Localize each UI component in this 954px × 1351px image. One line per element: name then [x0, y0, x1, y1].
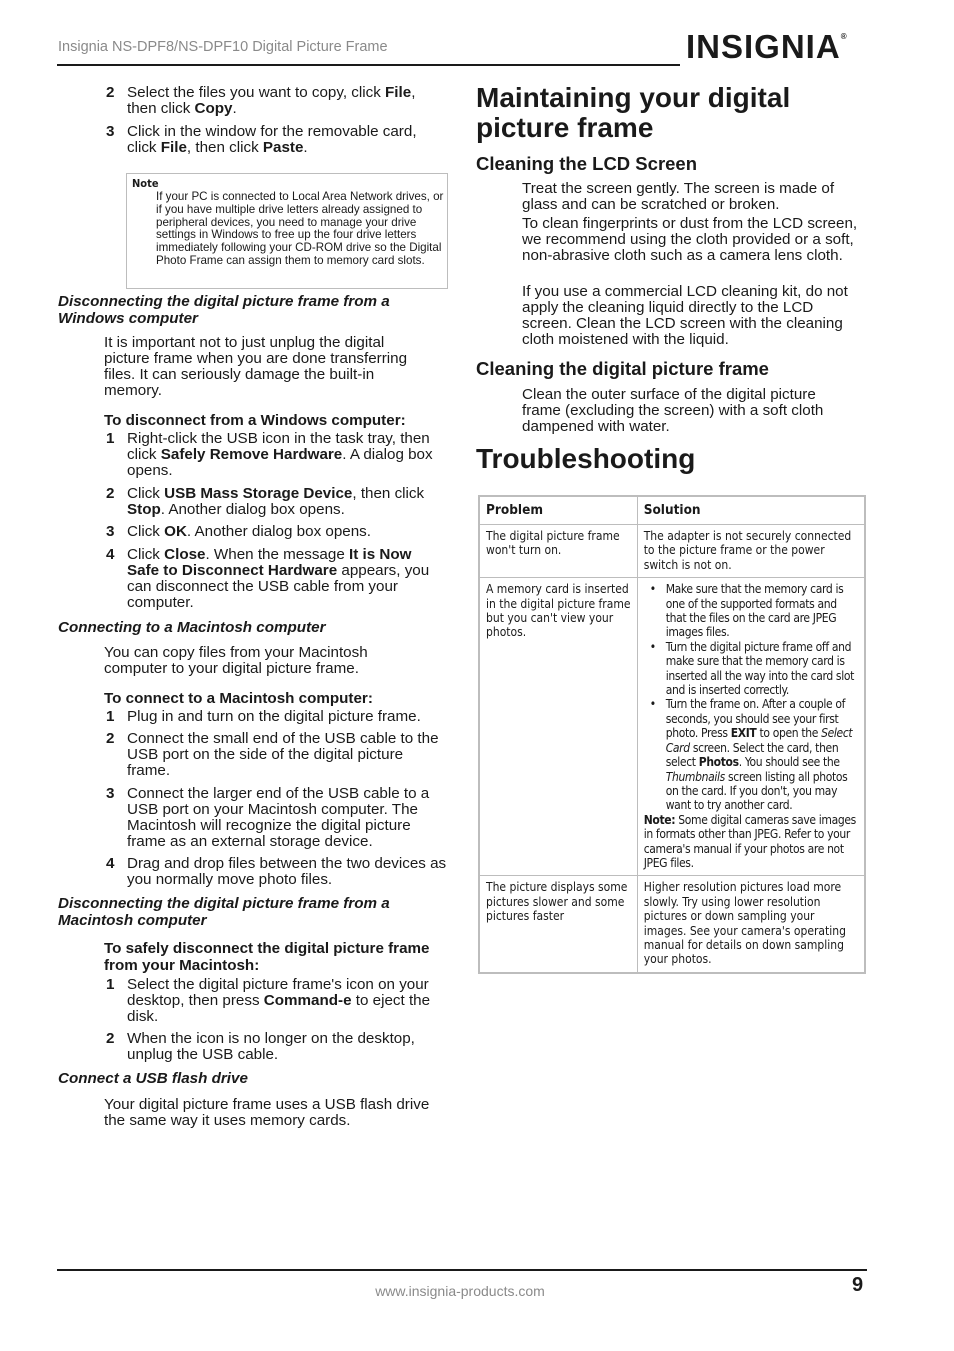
step-drag-drop: Drag and drop files between the two devices as you normally move photo files.: [127, 855, 447, 888]
step-number: 4: [106, 855, 115, 872]
troubleshooting-table: [478, 495, 866, 974]
problem-cell: The picture displays some pictures slower and some pictures faster: [479, 876, 637, 973]
step-right-click-usb: Right-click the USB icon in the task tray, then click Safely Remove Hardware. A dialog box opens.: [127, 430, 433, 479]
column-header-solution: Solution: [637, 496, 865, 525]
step-click-ok: Click OK. Another dialog box opens.: [127, 523, 371, 540]
step-number: 1: [106, 976, 115, 993]
list-item: • Make sure that the memory card is one of the supported formats and that the files on the card are JPEG images files.: [666, 582, 858, 640]
lcd-paragraph-2: To clean fingerprints or dust from the LCD screen, we recommend using the cloth provided or a soft, non-abrasive cloth such as a camera lens cloth.: [522, 215, 858, 264]
solution-bullet-list: [666, 582, 858, 813]
heading-cleaning-lcd: Cleaning the LCD Screen: [476, 153, 698, 174]
step-click-usb-mass-storage: Click USB Mass Storage Device, then click Stop. Another dialog box opens.: [127, 485, 425, 518]
list-item: • Turn the frame on. After a couple of seconds, you should see your first photo. Press EXIT to open the Select Card screen. Select the card, then select Photos. You should see the Thumbnails screen listing all photos on the card. If you don't, you may want to try another card.: [666, 697, 858, 812]
step-number: 2: [106, 730, 115, 747]
section-heading-mac-connect: Connecting to a Macintosh computer: [58, 619, 326, 636]
step-number: 4: [106, 546, 115, 563]
frame-paragraph: Clean the outer surface of the digital picture frame (excluding the screen) with a soft cloth dampened with water.: [522, 386, 824, 435]
lcd-paragraph-1: Treat the screen gently. The screen is made of glass and can be scratched or broken.: [522, 180, 835, 213]
section-heading-windows-disconnect: Disconnecting the digital picture frame from a Windows computer: [58, 293, 390, 327]
note-label: Note: [132, 177, 159, 190]
step-click-close: Click Close. When the message It is Now Safe to Disconnect Hardware appears, you can disconnect the USB cable from your computer.: [127, 546, 430, 611]
step-number: 3: [106, 785, 115, 802]
step-connect-larger-end: Connect the larger end of the USB cable to a USB port on your Macintosh computer. The Macintosh will recognize the digital picture frame as an external storage device.: [127, 785, 430, 850]
mac-connect-intro: You can copy files from your Macintosh computer to your digital picture frame.: [104, 644, 368, 677]
solution-cell: [637, 578, 865, 876]
step-copy-select: Select the files you want to copy, click File, then click Copy.: [127, 84, 416, 117]
procedure-heading: To safely disconnect the digital picture frame from your Macintosh:: [104, 940, 430, 974]
heading-troubleshooting: Troubleshooting: [476, 443, 696, 474]
section-heading-mac-disconnect: Disconnecting the digital picture frame from a Macintosh computer: [58, 895, 390, 929]
lcd-paragraph-3: If you use a commercial LCD cleaning kit, do not apply the cleaning liquid directly to the LCD screen. Clean the LCD screen with the cleaning cloth moistened with the liquid.: [522, 283, 848, 348]
logo-text: INSIGNIA: [686, 28, 841, 65]
step-number: 3: [106, 123, 115, 140]
footer-url: www.insignia-products.com: [375, 1283, 545, 1299]
step-connect-small-end: Connect the small end of the USB cable to the USB port on the side of the digital picture frame.: [127, 730, 439, 779]
running-header: Insignia NS-DPF8/NS-DPF10 Digital Picture Frame: [58, 39, 388, 55]
step-select-icon: Select the digital picture frame's icon on your desktop, then press Command-e to eject the disk.: [127, 976, 431, 1025]
solution-note: Note: Some digital cameras save images in formats other than JPEG. Refer to your camera's manual if your photos are not JPEG files.: [643, 812, 856, 870]
solution-cell: Higher resolution pictures load more slowly. Try using lower resolution pictures or down sampling your images. See your camera's operating manual for details on down sampling your photos.: [637, 876, 865, 973]
registered-mark: ®: [840, 32, 848, 41]
table-row: [479, 876, 865, 973]
step-copy-paste: Click in the window for the removable card, click File, then click Paste.: [127, 123, 417, 156]
usb-flash-text: Your digital picture frame uses a USB flash drive the same way it uses memory cards.: [104, 1096, 430, 1129]
step-unplug: When the icon is no longer on the desktop, unplug the USB cable.: [127, 1030, 415, 1063]
problem-cell: A memory card is inserted in the digital picture frame but you can't view your photos.: [479, 578, 637, 876]
step-number: 3: [106, 523, 115, 540]
heading-maintaining: Maintaining your digital picture frame: [476, 82, 791, 143]
step-number: 2: [106, 485, 115, 502]
solution-cell: The adapter is not securely connected to the picture frame or the power switch is not on.: [637, 525, 865, 578]
column-header-problem: Problem: [479, 496, 637, 525]
problem-cell: The digital picture frame won't turn on.: [479, 525, 637, 578]
list-item: • Turn the digital picture frame off and make sure that the memory card is inserted all the way into the card slot and is inserted correctly.: [666, 640, 858, 698]
note-text: If your PC is connected to Local Area Network drives, or if you have multiple drive letters already assigned to peripheral devices, you need to manage your drive settings in Windows to free up the four drive letters immediately following your CD-ROM drive so the Digital Photo Frame can assign them to memory card slots.: [156, 190, 444, 267]
header-rule: [57, 64, 680, 66]
section-heading-usb-flash: Connect a USB flash drive: [58, 1070, 248, 1087]
step-number: 2: [106, 1030, 115, 1047]
table-row: [479, 525, 865, 578]
step-number: 1: [106, 708, 115, 725]
windows-disconnect-intro: It is important not to just unplug the digital picture frame when you are done transferring files. It can seriously damage the built-in memory.: [104, 334, 408, 399]
step-plug-in: Plug in and turn on the digital picture frame.: [127, 708, 421, 725]
table-row: [479, 578, 865, 876]
procedure-heading: To connect to a Macintosh computer:: [104, 690, 373, 707]
page-number: 9: [852, 1274, 864, 1296]
procedure-heading: To disconnect from a Windows computer:: [104, 412, 406, 429]
footer-rule: [57, 1269, 867, 1271]
table-header-row: [479, 496, 865, 525]
insignia-logo: [686, 28, 848, 66]
step-number: 2: [106, 84, 115, 101]
step-number: 1: [106, 430, 115, 447]
heading-cleaning-frame: Cleaning the digital picture frame: [476, 358, 769, 379]
